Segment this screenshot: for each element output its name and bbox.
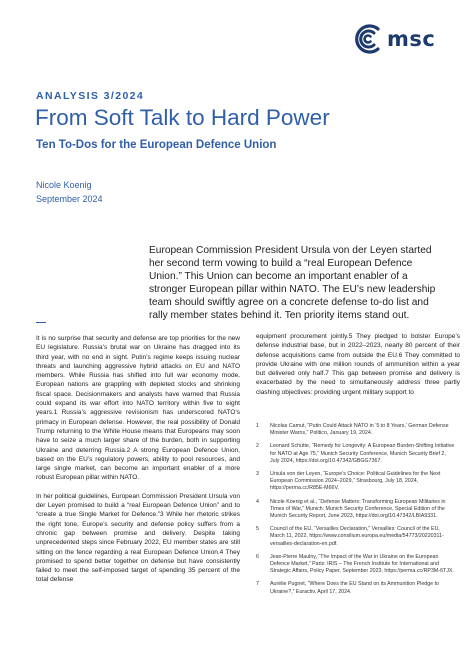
footnote-text: Aurélie Pugnet, “Where Does the EU Stand on its Ammunition Pledge to Ukraine?,” Euractiv, April 17, 2024. bbox=[270, 581, 440, 595]
footnote-text: Nicole Koenig et al., “Defense Matters: Transforming European Militaries in Times of War,” Munich: Munich Security Conference, Special Edition of the Munich Security Report, June 2023, https://doi.org/10.47342/LBIA9331. bbox=[270, 498, 446, 520]
footnote-number: 6 bbox=[256, 553, 259, 560]
analysis-label: ANALYSIS 3/2024 bbox=[36, 90, 145, 102]
logo-text: msc bbox=[387, 27, 436, 51]
body-column-right bbox=[256, 332, 460, 406]
footnote bbox=[256, 471, 456, 493]
footnote bbox=[256, 554, 456, 576]
footnote bbox=[256, 581, 456, 595]
page-title: From Soft Talk to Hard Power bbox=[35, 105, 330, 130]
body-column-left bbox=[36, 334, 240, 594]
footnote bbox=[256, 499, 456, 521]
footnote bbox=[256, 526, 456, 548]
msc-logo bbox=[352, 24, 435, 54]
footnote bbox=[256, 423, 456, 437]
page-subtitle: Ten To-Dos for the European Defence Union bbox=[36, 139, 277, 151]
footnote-number: 2 bbox=[256, 443, 259, 450]
footnote-number: 4 bbox=[256, 498, 259, 505]
footnote-text: Council of the EU, “Versailles Declaration,” Versailles: Council of the EU, March 11, 2022, https://www.consilium.europa.eu/media/54773/20220311-versailles-declaration-en.pdf. bbox=[270, 526, 444, 547]
footnote-text: Leonard Schütte, “Remedy for Longevity: A European Burden-Shifting Initiative for NATO at Age 75,” Munich Security Conference, Munich Security Brief 2, July 2024, https://doi.org/10.47342/GBGG7367. bbox=[270, 443, 455, 464]
footnote bbox=[256, 443, 456, 465]
footnote-number: 1 bbox=[256, 423, 259, 429]
section-divider bbox=[36, 322, 46, 323]
publication-date: September 2024 bbox=[36, 194, 103, 204]
msc-logo-mark-icon bbox=[352, 24, 382, 54]
body-paragraph: It is no surprise that security and defense are top priorities for the new EU legislature. Russia’s brutal war on Ukraine has dragged into its third year, with no end in sight. Putin’s regime keeps issuing nuclear threats and launching aggressive hybrid attacks on EU and NATO members. While Russia has shifted into full war economy mode, European nations are grappling with depleted stocks and shrinking fiscal space. Decisionmakers and analysts have warned that Russia could expand its war effort into NATO territory within five to eight years.1 Russia’s aggressive revisionism has underscored NATO’s primacy in European defense. However, the real possibility of Donald Trump returning to the White House means that Europeans may soon have to seize a much larger share of the burden, both in supporting Ukraine and deterring Russia.2 A strong European Defence Union, based on the EU’s regulatory powers, ability to pool resources, and large single market, can become an important enabler of a more robust European pillar within NATO. bbox=[36, 335, 240, 482]
footnote-number: 3 bbox=[256, 471, 259, 478]
footnote-text: Ursula von der Leyen, “Europe’s Choice: Political Guidelines for the Next European Commission 2024–2029,” Strasbourg, July 18, 2024, https://perma.cc/R85E-M66V. bbox=[270, 471, 441, 492]
body-paragraph: equipment procurement jointly.5 They pledged to bolster Europe’s defense industrial base, but in 2022–2023, nearly 80 percent of their defense acquisitions came from outside the EU.6 They committed to provide Ukraine with one million rounds of ammunition within a year but delivered only half.7 This gap between promise and delivery is exacerbated by the need to simultaneously address three partly clashing objectives: providing urgent military support to bbox=[256, 333, 460, 396]
footnote-text: Nicolas Camut, “Putin Could Attack NATO in ‘5 to 8 Years,’ German Defense Minister Warns,” Politico, January 19, 2024. bbox=[270, 423, 449, 437]
footnote-number: 7 bbox=[256, 581, 259, 588]
footnote-number: 5 bbox=[256, 526, 259, 533]
lead-paragraph: European Commission President Ursula von der Leyen started her second term vowing to build a “real European Defence Union.” This Union can become an important enabler of a stronger European pillar within NATO. The EU’s new leadership team should swiftly agree on a concrete defense to-do list and rally member states behind it. Ten priority items stand out. bbox=[149, 245, 436, 321]
footnote-text: Jean-Pierre Maulny, “The Impact of the War in Ukraine on the European Defence Market,” Paris: IRIS – The French Institute for International and Strategic Affairs, Policy Paper, September 2023, https://perma.cc/RP3M-6TJX. bbox=[270, 553, 454, 575]
footnotes bbox=[256, 423, 456, 602]
author-name: Nicole Koenig bbox=[36, 180, 92, 190]
body-paragraph: In her political guidelines, European Commission President Ursula von der Leyen promised to build a “real European Defence Union” and to “create a true Single Market for Defence.”3 While her rhetoric strikes the right tone, Europe’s security and defense policy suffers from a chronic gap between promise and delivery. Despite taking unprecedented steps since February 2022, EU member states are still sitting on the fence regarding a real European Defence Union.4 They promised to spend better together on defense but have consistently failed to meet the self-imposed target of spending 35 percent of the total defense bbox=[36, 492, 240, 584]
